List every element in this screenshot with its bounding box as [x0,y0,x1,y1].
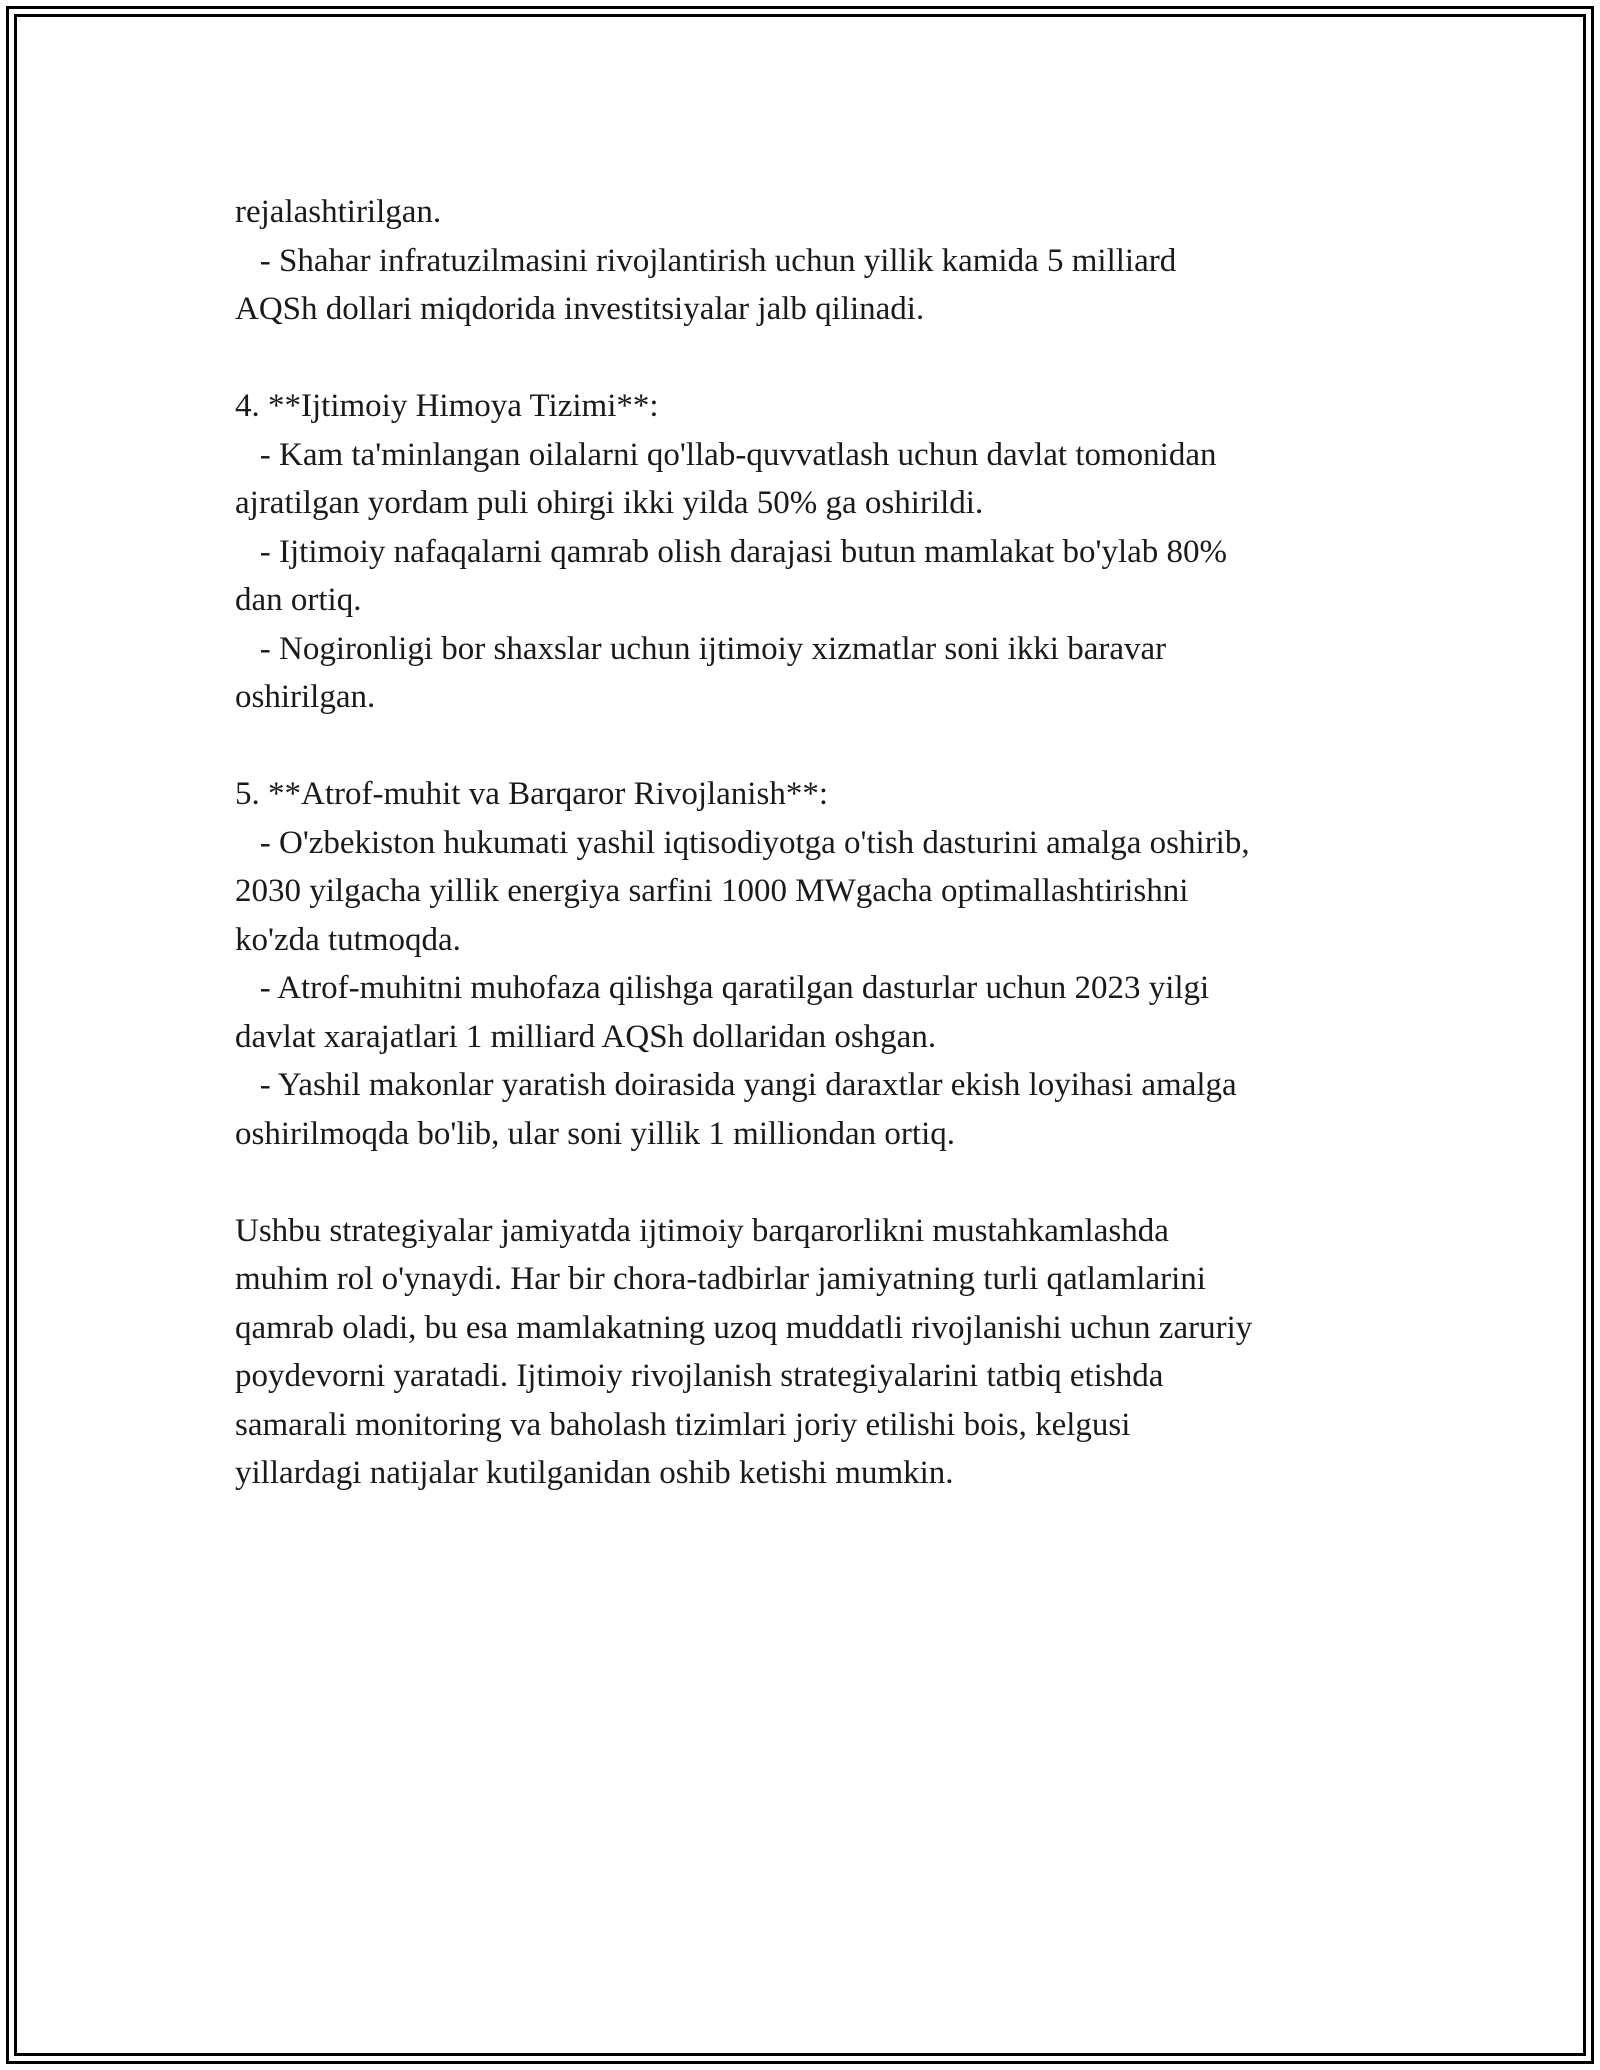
bullet-line: 2030 yilgacha yillik energiya sarfini 1000 MWgacha optimallashtirishni [235,873,1189,909]
conclusion-line: yillardagi natijalar kutilganidan oshib ketishi mumkin. [235,1455,954,1491]
conclusion-line: samarali monitoring va baholash tizimlari joriy etilishi bois, kelgusi [235,1406,1131,1443]
bullet-line: - Nogironligi bor shaxslar uchun ijtimoiy xizmatlar soni ikki baravar [235,630,1167,667]
conclusion-line: Ushbu strategiyalar jamiyatda ijtimoiy barqarorlikni mustahkamlashda [235,1212,1169,1249]
conclusion-line: qamrab oladi, bu esa mamlakatning uzoq muddatli rivojlanishi uchun zaruriy [235,1309,1253,1346]
bullet-line: ko'zda tutmoqda. [235,921,461,958]
bullet-line: - Kam ta'minlangan oilalarni qo'llab-quvvatlash uchun davlat tomonidan [235,436,1217,473]
paragraph-spacer [235,722,1375,771]
paragraph-spacer [235,1158,1375,1207]
bullet-line: - O'zbekiston hukumati yashil iqtisodiyotga o'tish dasturini amalga oshirib, [235,824,1250,861]
conclusion-line: muhim rol o'ynaydi. Har bir chora-tadbirlar jamiyatning turli qatlamlarini [235,1261,1206,1297]
bullet-line: davlat xarajatlari 1 milliard AQSh dollaridan oshgan. [235,1018,937,1055]
bullet-line: dan ortiq. [235,582,362,618]
bullet-line: oshirilmoqda bo'lib, ular soni yillik 1 milliondan ortiq. [235,1115,955,1152]
section-5-heading: 5. **Atrof-muhit va Barqaror Rivojlanish**: [235,776,828,812]
bullet-line: ajratilgan yordam puli ohirgi ikki yilda 50% ga oshirildi. [235,485,984,521]
bullet-line: - Ijtimoiy nafaqalarni qamrab olish darajasi butun mamlakat bo'ylab 80% [235,533,1227,570]
bullet-line: - Shahar infratuzilmasini rivojlantirish uchun yillik kamida 5 milliard [235,242,1177,279]
conclusion-line: poydevorni yaratadi. Ijtimoiy rivojlanish strategiyalarini tatbiq etishda [235,1358,1164,1394]
bullet-line: AQSh dollari miqdorida investitsiyalar jalb qilinadi. [235,291,925,327]
bullet-line: oshirilgan. [235,679,376,715]
bullet-line: - Atrof-muhitni muhofaza qilishga qaratilgan dasturlar uchun 2023 yilgi [235,970,1210,1006]
section-4-heading: 4. **Ijtimoiy Himoya Tizimi**: [235,388,659,424]
continuation-text: rejalashtirilgan. [235,194,442,230]
document-body [235,188,1375,1498]
bullet-line: - Yashil makonlar yaratish doirasida yangi daraxtlar ekish loyihasi amalga [235,1067,1237,1103]
paragraph-spacer [235,334,1375,383]
